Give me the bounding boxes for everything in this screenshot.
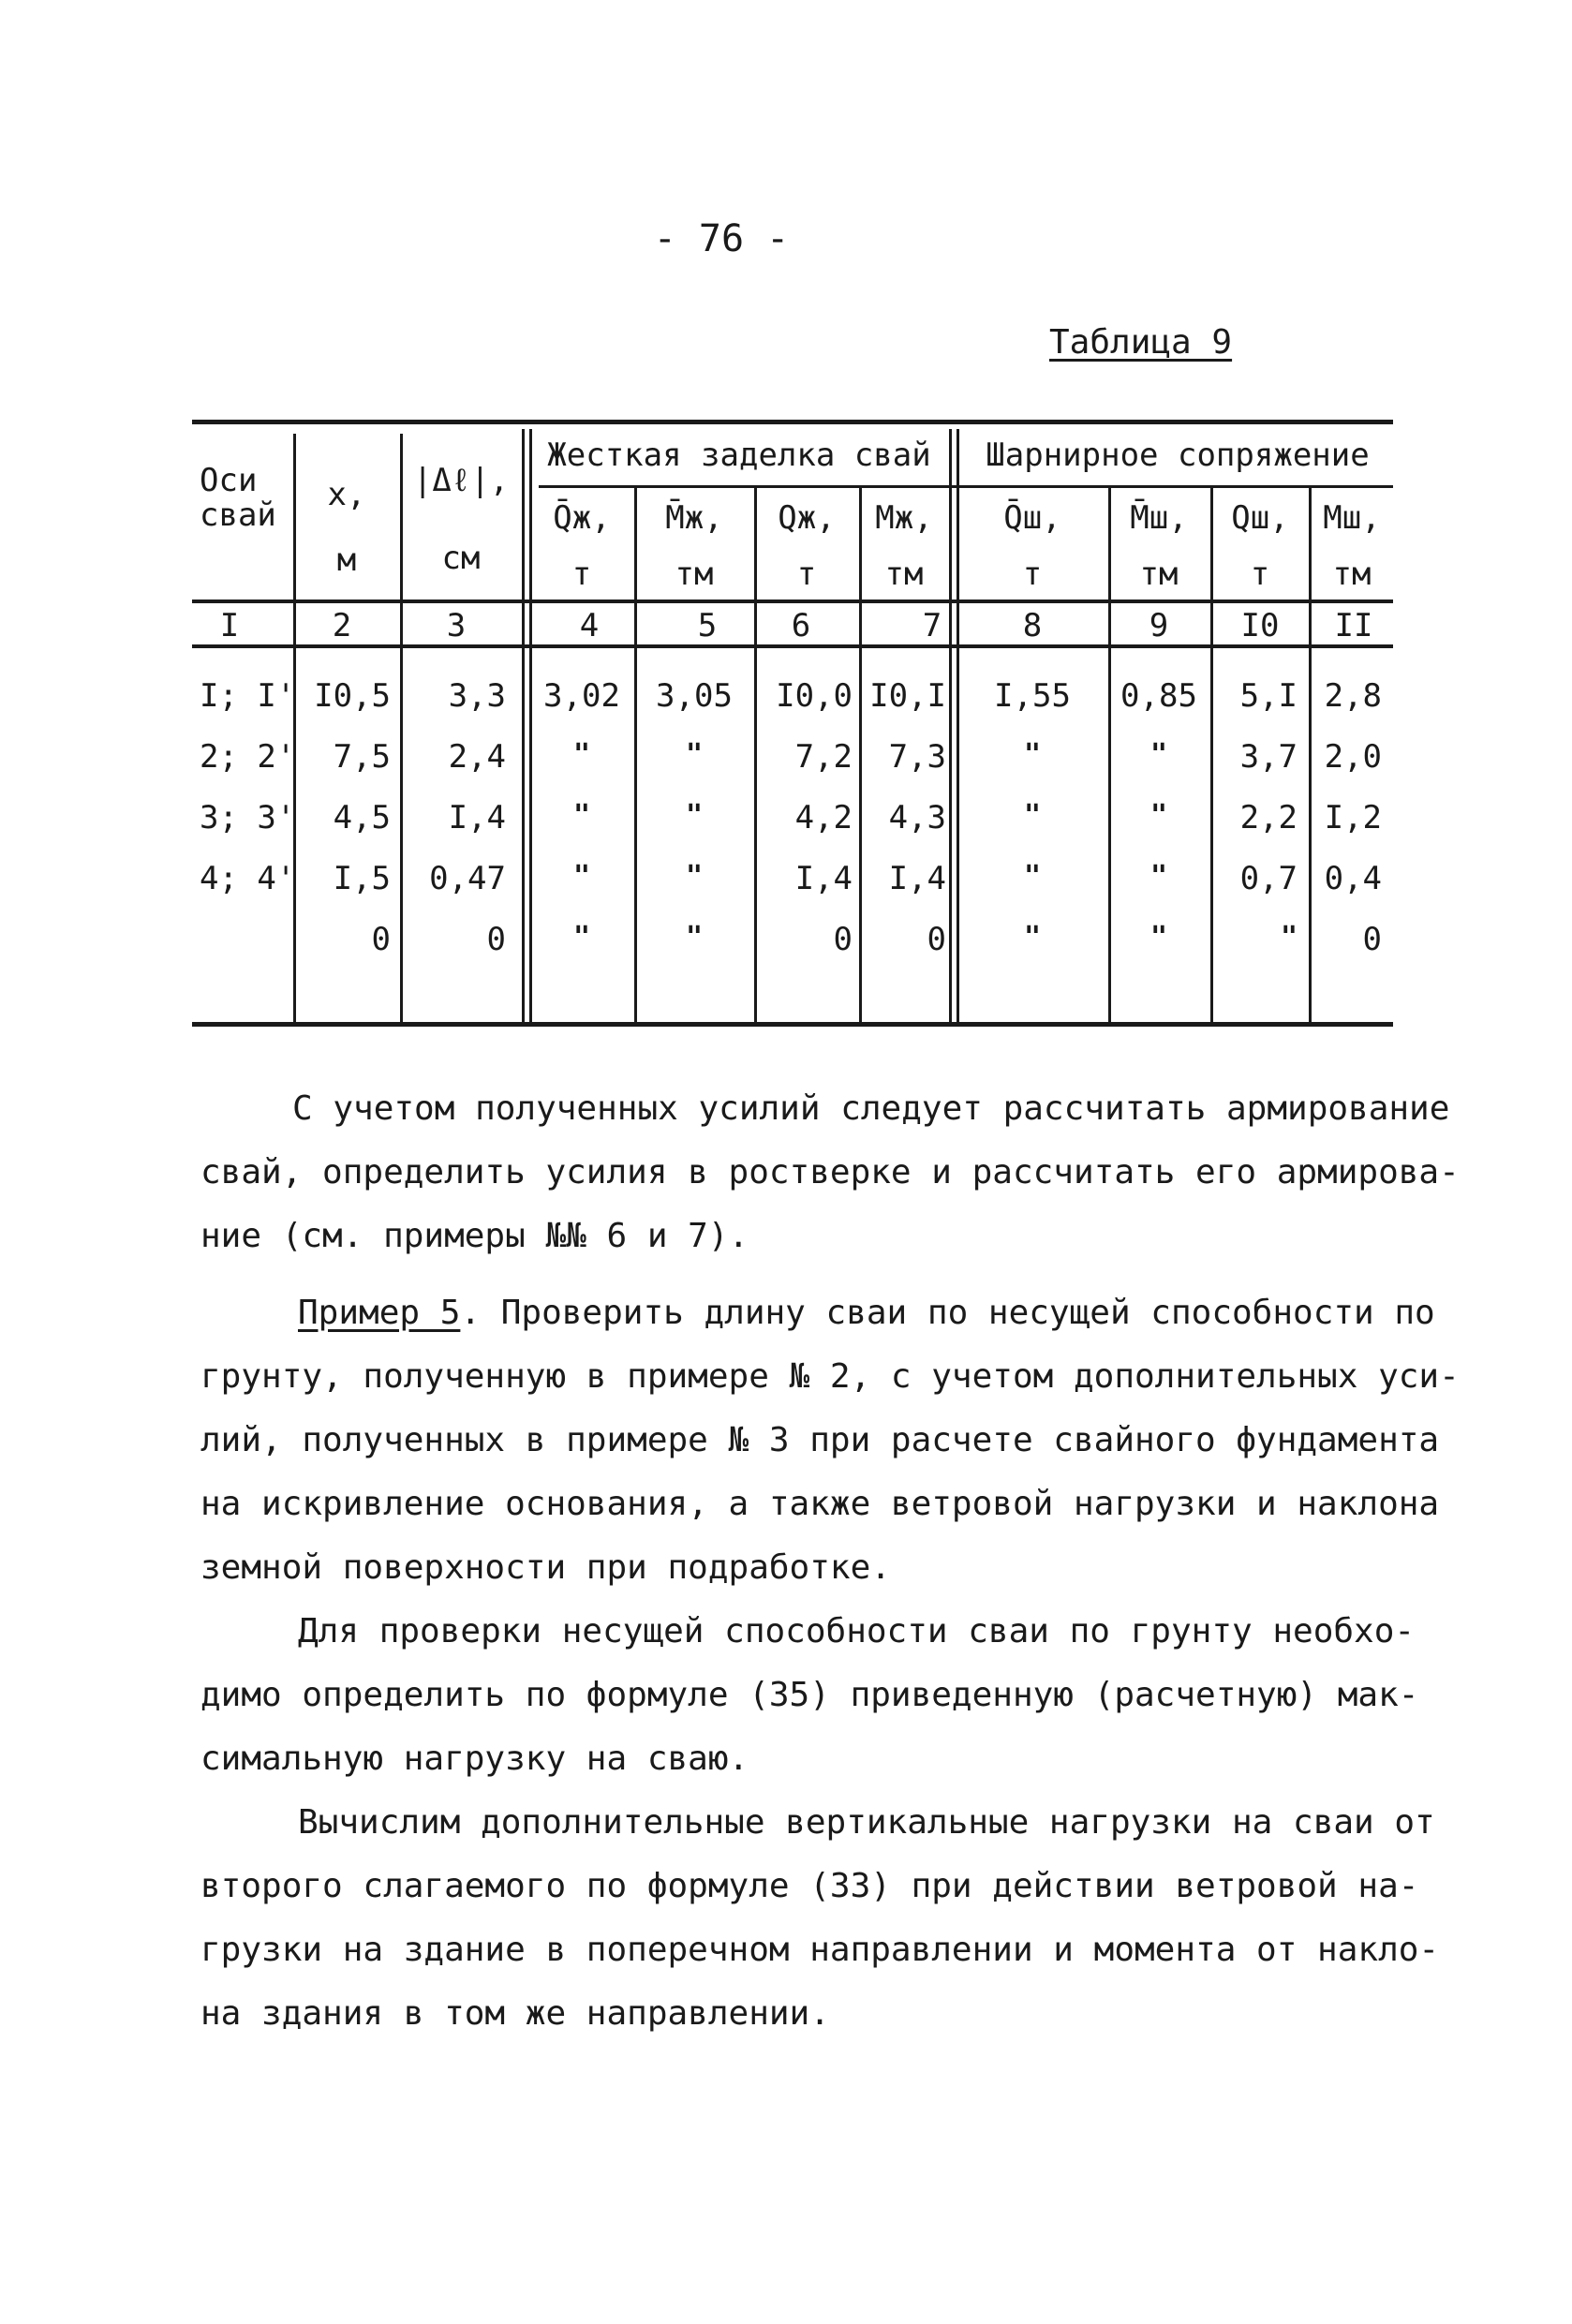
table-cell: 4,2 — [794, 799, 853, 836]
table-cell: " — [572, 860, 591, 893]
paragraph-3-line: Для проверки несущей способности сваи по грунту необхо- — [298, 1612, 1416, 1650]
paragraph-1-line: ние (см. примеры №№ 6 и 7). — [200, 1217, 749, 1255]
table-cell: 0 — [927, 921, 946, 958]
paragraph-4-line: на здания в том же направлении. — [200, 1994, 830, 2033]
col-dl-header-unit: см — [441, 540, 481, 577]
column-number: 3 — [446, 607, 467, 644]
table-cell: " — [1023, 799, 1042, 832]
table-caption: Таблица 9 — [1049, 323, 1233, 362]
paragraph-3-line: димо определить по формуле (35) приведенную (расчетную) мак- — [200, 1676, 1419, 1714]
col-x-header-symbol: x, — [327, 476, 366, 513]
table-cell: " — [685, 738, 704, 771]
table-bottom-rule — [192, 1022, 1393, 1027]
table-cell: " — [1149, 799, 1168, 832]
table-cell: 4,5 — [333, 799, 391, 836]
table-cell: I,5 — [333, 860, 391, 897]
table-cell: " — [572, 738, 591, 771]
row-axis-label: 4; 4' — [200, 860, 296, 897]
table-cell: I,55 — [994, 677, 1071, 715]
table-cell: 7,3 — [888, 738, 946, 776]
table-cell: I0,5 — [314, 677, 391, 715]
table-cell: 0 — [371, 921, 391, 958]
sub-header-symbol: M̄ж, — [665, 499, 723, 537]
table-cell: 3,02 — [543, 677, 620, 715]
sub-header-unit: т — [1022, 555, 1043, 593]
table-cell: 2,2 — [1239, 799, 1298, 836]
table-cell: 4,3 — [888, 799, 946, 836]
paragraph-1-line: свай, определить усилия в ростверке и рассчитать его армирова- — [200, 1153, 1460, 1192]
sub-header-symbol: Q̄ж, — [553, 499, 611, 537]
vrule — [957, 429, 959, 1022]
table-cell: 5,I — [1239, 677, 1298, 715]
table-cell: I0,0 — [776, 677, 853, 715]
vrule — [529, 429, 532, 1022]
sub-header-symbol: Mж, — [875, 499, 933, 537]
table-cell: 7,2 — [794, 738, 853, 776]
column-number: 5 — [697, 607, 718, 644]
sub-header-unit: т — [1250, 555, 1270, 593]
example-label: Пример 5 — [298, 1294, 461, 1332]
col-axes-header-line1: Оси — [200, 462, 258, 499]
table-cell: I,4 — [794, 860, 853, 897]
table-top-rule — [192, 420, 1393, 424]
paragraph-4-line: грузки на здание в поперечном направлении и момента от накло- — [200, 1931, 1440, 1969]
row-axis-label: 2; 2' — [200, 738, 296, 776]
table-cell: 3,05 — [656, 677, 733, 715]
group-header-rule — [539, 485, 1393, 488]
sub-header-unit: тм — [675, 555, 714, 593]
data-table — [192, 420, 1393, 1027]
vrule — [400, 434, 403, 1022]
table-cell: I0,I — [869, 677, 946, 715]
table-cell: 0,47 — [429, 860, 506, 897]
sub-header-unit: т — [796, 555, 817, 593]
paragraph-1-line: С учетом полученных усилий следует рассчитать армирование — [292, 1089, 1450, 1128]
paragraph-4-line: второго слагаемого по формуле (33) при действии ветровой на- — [200, 1867, 1419, 1905]
sub-header-unit: тм — [1139, 555, 1179, 593]
column-number: 4 — [579, 607, 600, 644]
vrule — [859, 487, 862, 1022]
column-number: I — [219, 607, 240, 644]
table-cell: " — [1280, 921, 1298, 954]
vrule — [634, 487, 637, 1022]
sub-header-symbol: Qш, — [1231, 499, 1289, 537]
paragraph-2-line — [298, 1281, 1435, 1345]
vrule — [949, 429, 952, 1022]
col-axes-header-line2: свай — [200, 496, 276, 534]
column-number: 8 — [1022, 607, 1043, 644]
table-cell: 0,7 — [1239, 860, 1298, 897]
table-cell: 2,0 — [1324, 738, 1382, 776]
sub-header-unit: т — [571, 555, 592, 593]
table-cell: 0,4 — [1324, 860, 1382, 897]
table-cell: I,4 — [888, 860, 946, 897]
paragraph-4-line: Вычислим дополнительные вертикальные нагрузки на сваи от — [298, 1803, 1435, 1842]
column-number: 6 — [791, 607, 811, 644]
table-cell: " — [685, 860, 704, 893]
table-cell: 0 — [486, 921, 506, 958]
sub-header-unit: тм — [1332, 555, 1372, 593]
vrule — [293, 434, 296, 1022]
column-number: 9 — [1149, 607, 1169, 644]
sub-header-symbol: M̄ш, — [1130, 499, 1188, 537]
sub-header-symbol: Mш, — [1323, 499, 1381, 537]
vrule — [1210, 487, 1213, 1022]
vrule — [522, 429, 525, 1022]
paragraph-2-line1-rest: . Проверить длину сваи по несущей способности по — [460, 1294, 1435, 1332]
group-rigid-header: Жесткая заделка свай — [547, 437, 931, 474]
paragraph-2-line: земной поверхности при подработке. — [200, 1548, 891, 1587]
vrule — [1309, 487, 1312, 1022]
table-cell: " — [572, 921, 591, 954]
col-dl-header-symbol: |Δℓ|, — [412, 462, 510, 499]
group-hinged-header: Шарнирное сопряжение — [986, 437, 1370, 474]
table-cell: " — [572, 799, 591, 832]
table-cell: " — [1023, 860, 1042, 893]
sub-header-symbol: Q̄ш, — [1003, 499, 1061, 537]
table-cell: 2,8 — [1324, 677, 1382, 715]
paragraph-2-line: на искривление основания, а также ветровой нагрузки и наклона — [200, 1485, 1440, 1523]
column-number: 7 — [922, 607, 942, 644]
sub-header-symbol: Qж, — [778, 499, 836, 537]
table-cell: " — [685, 921, 704, 954]
table-cell: 2,4 — [448, 738, 506, 776]
paragraph-3-line: симальную нагрузку на сваю. — [200, 1739, 749, 1778]
col-x-header-unit: м — [336, 541, 357, 579]
table-cell: " — [1023, 921, 1042, 954]
table-cell: 3,3 — [448, 677, 506, 715]
table-cell: I,2 — [1324, 799, 1382, 836]
column-number: 2 — [332, 607, 352, 644]
vrule — [1108, 487, 1111, 1022]
row-axis-label: 3; 3' — [200, 799, 296, 836]
table-cell: 7,5 — [333, 738, 391, 776]
column-number: II — [1334, 607, 1373, 644]
sub-header-unit: тм — [884, 555, 924, 593]
page-number: - 76 - — [653, 217, 790, 260]
paragraph-2-line: лий, полученных в примере № 3 при расчете свайного фундамента — [200, 1421, 1440, 1459]
table-cell: 0,85 — [1120, 677, 1197, 715]
table-cell: " — [1023, 738, 1042, 771]
column-number: I0 — [1240, 607, 1280, 644]
table-cell: " — [1149, 738, 1168, 771]
table-cell: 3,7 — [1239, 738, 1298, 776]
row-axis-label: I; I' — [200, 677, 296, 715]
table-cell: " — [1149, 921, 1168, 954]
table-cell: 0 — [1362, 921, 1382, 958]
table-cell: I,4 — [448, 799, 506, 836]
paragraph-2-line: грунту, полученную в примере № 2, с учетом дополнительных уси- — [200, 1357, 1460, 1396]
vrule — [754, 487, 757, 1022]
table-cell: " — [1149, 860, 1168, 893]
table-cell: 0 — [833, 921, 853, 958]
table-cell: " — [685, 799, 704, 832]
